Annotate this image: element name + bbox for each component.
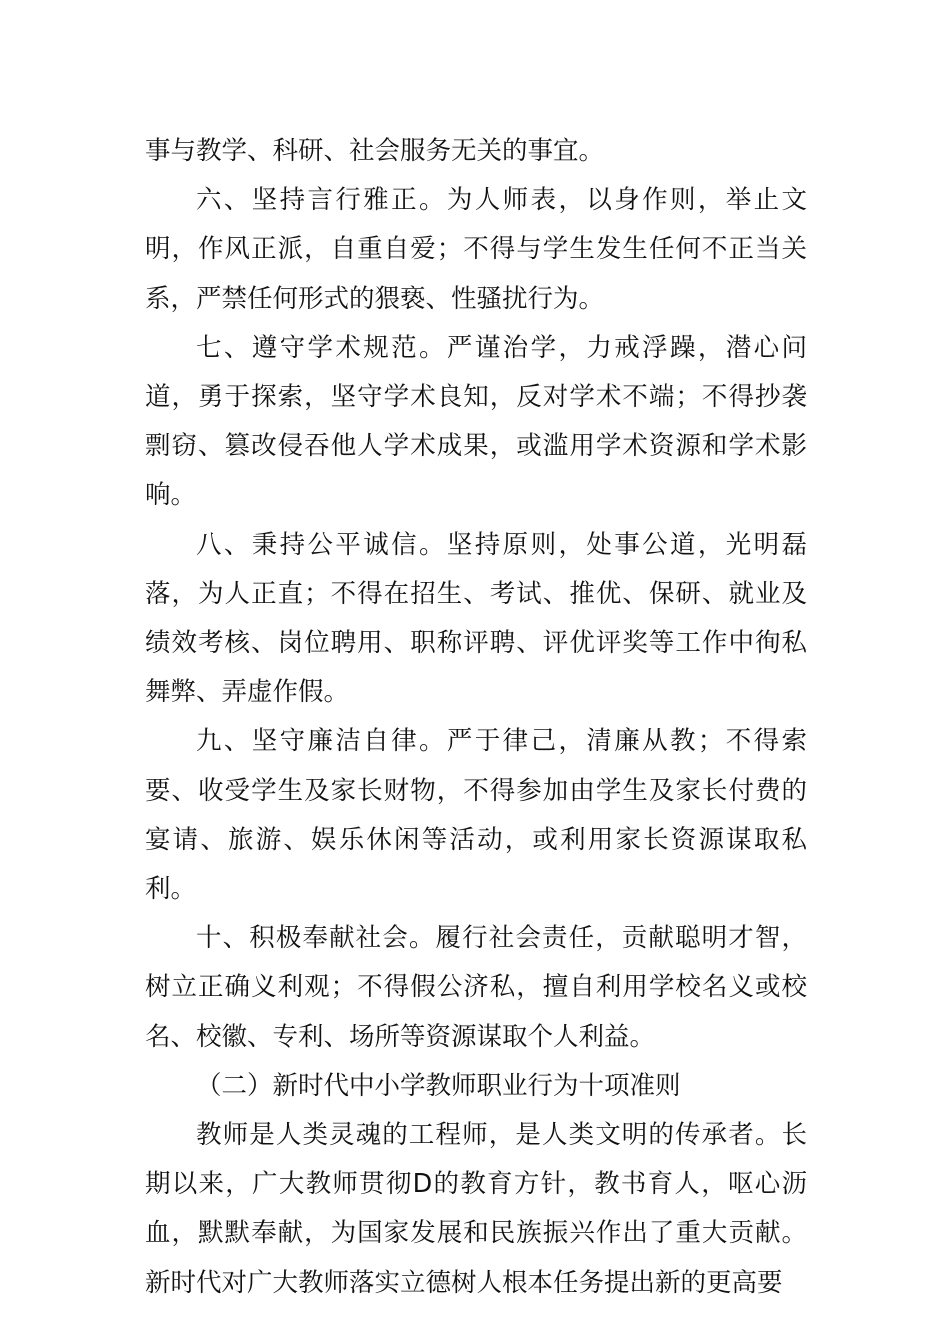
paragraph-rule-7: 七、遵守学术规范。严谨治学，力戒浮躁，潜心问道，勇于探索，坚守学术良知，反对学术不端；不得抄袭剽窃、篡改侵吞他人学术成果，或滥用学术资源和学术影响。	[145, 332, 807, 511]
paragraph-rule-9: 九、坚守廉洁自律。严于律己，清廉从教；不得索要、收受学生及家长财物，不得参加由学生及家长付费的宴请、旅游、娱乐休闲等活动，或利用家长资源谋取私利。	[145, 726, 807, 905]
paragraph-rule-8: 八、秉持公平诚信。坚持原则，处事公道，光明磊落，为人正直；不得在招生、考试、推优、保研、就业及绩效考核、岗位聘用、职称评聘、评优评奖等工作中徇私舞弊、弄虚作假。	[145, 529, 807, 708]
paragraph-rule-6: 六、坚持言行雅正。为人师表，以身作则，举止文明，作风正派，自重自爱；不得与学生发生任何不正当关系，严禁任何形式的猥亵、性骚扰行为。	[145, 185, 807, 314]
section-heading: （二）新时代中小学教师职业行为十项准则	[196, 1070, 681, 1101]
paragraph-intro: 教师是人类灵魂的工程师，是人类文明的传承者。长期以来，广大教师贯彻D的教育方针，教书育人，呕心沥血，默默奉献，为国家发展和民族振兴作出了重大贡献。新时代对广大教师落实立德树人根本任务提出新的更高要	[145, 1120, 807, 1298]
paragraph-rule-10: 十、积极奉献社会。履行社会责任，贡献聪明才智，树立正确义利观；不得假公济私，擅自利用学校名义或校名、校徽、专利、场所等资源谋取个人利益。	[145, 923, 807, 1052]
document-body	[145, 127, 807, 1308]
paragraph-continuation: 事与教学、科研、社会服务无关的事宜。	[145, 136, 605, 166]
